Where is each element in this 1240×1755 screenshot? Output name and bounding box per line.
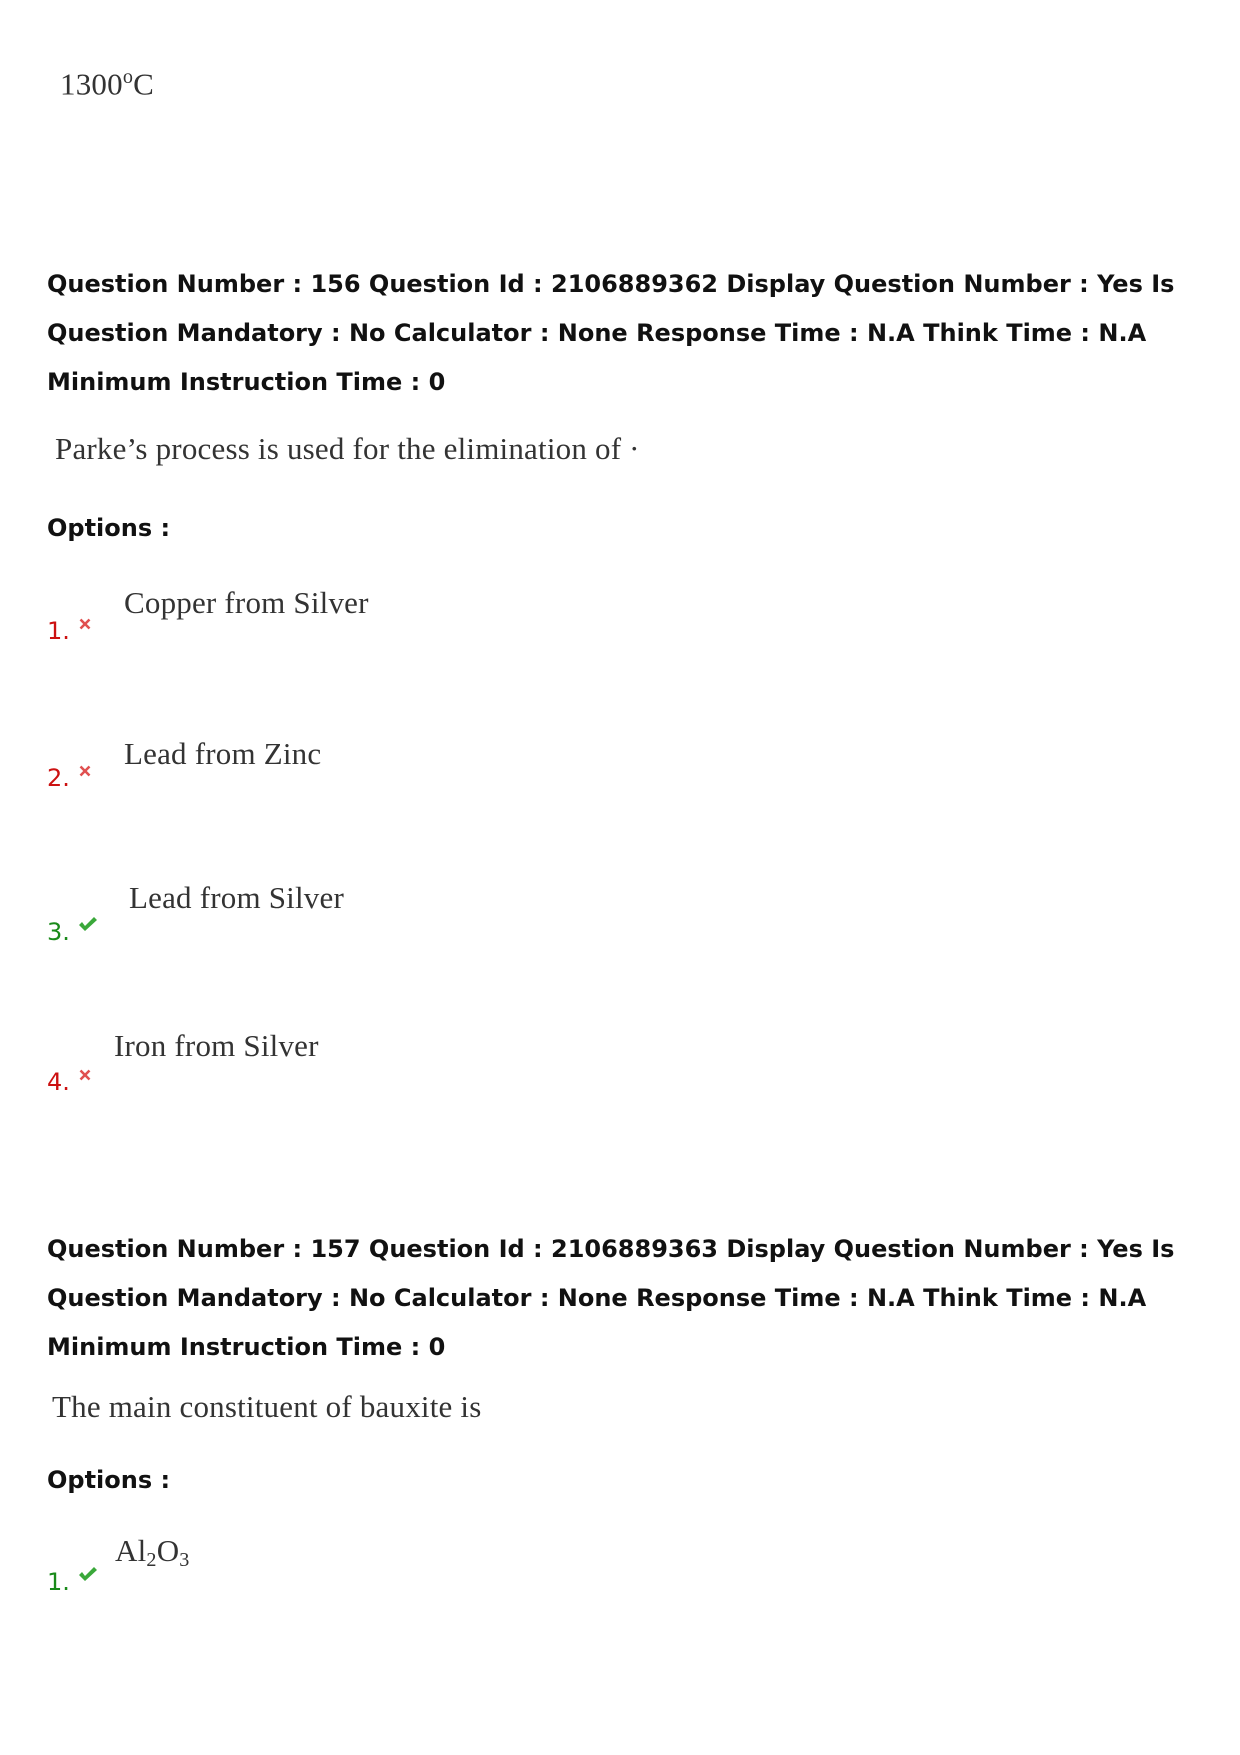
q157-option-1-text: [115, 1533, 190, 1572]
temperature-unit: C: [133, 66, 154, 102]
cross-icon: [76, 615, 94, 633]
q156-option-4-text: Iron from Silver: [114, 1028, 319, 1063]
q156-option-1-text: Copper from Silver: [124, 585, 369, 620]
degree-symbol: o: [122, 66, 134, 88]
q156-option-2-text: Lead from Zinc: [124, 736, 322, 771]
cross-icon: [76, 762, 94, 780]
formula-al-subscript: 2: [146, 1549, 157, 1572]
formula-o-subscript: 3: [179, 1549, 190, 1572]
temperature-value: 1300: [60, 66, 123, 102]
check-icon: [76, 914, 98, 934]
question-157-text: The main constituent of bauxite is: [52, 1389, 482, 1424]
q156-option-4-number: 4.: [47, 1066, 94, 1096]
question-157-options-label: Options :: [47, 1466, 171, 1494]
question-156-meta: Question Number : 156 Question Id : 2106889362 Display Question Number : Yes Is Question Mandatory : No Calculator : None Response Time : N.A Think Time : N.A Minimum Instruction Time : 0: [47, 270, 1175, 396]
q156-option-3-number: 3.: [47, 914, 98, 946]
q156-option-1-number: 1.: [47, 615, 94, 645]
question-156-text: Parke’s process is used for the elimination of ·: [55, 431, 640, 466]
question-156-options-label: Options :: [47, 514, 171, 542]
formula-al: Al: [115, 1533, 147, 1568]
check-icon: [76, 1564, 98, 1584]
question-157-meta: Question Number : 157 Question Id : 2106889363 Display Question Number : Yes Is Question Mandatory : No Calculator : None Response Time : N.A Think Time : N.A Minimum Instruction Time : 0: [47, 1235, 1175, 1361]
q156-option-2-number: 2.: [47, 762, 94, 792]
q156-option-3-text: Lead from Silver: [129, 880, 344, 915]
previous-option-fragment: [60, 66, 154, 102]
q157-option-1-number: 1.: [47, 1564, 98, 1596]
formula-o: O: [156, 1533, 180, 1568]
cross-icon: [76, 1066, 94, 1084]
